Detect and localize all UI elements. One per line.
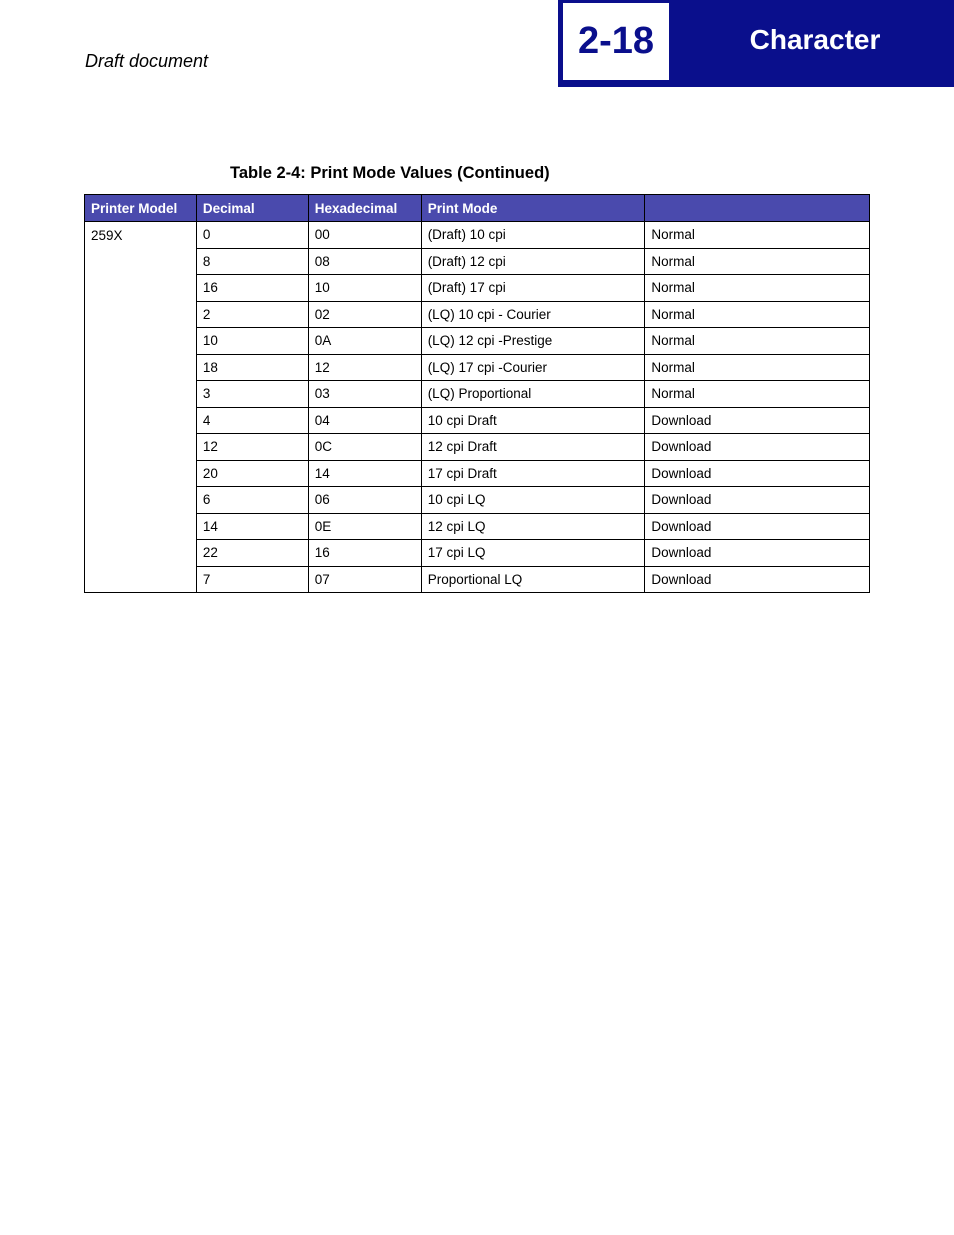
- table-body: [85, 222, 870, 593]
- table-row: [85, 540, 870, 567]
- column-header-hexadecimal: Hexadecimal: [308, 195, 421, 222]
- decimal-cell: 18: [196, 354, 308, 381]
- print-mode-cell: (LQ) Proportional: [421, 381, 645, 408]
- table-row: [85, 566, 870, 593]
- decimal-cell: 0: [196, 222, 308, 249]
- print-mode-cell: (Draft) 12 cpi: [421, 248, 645, 275]
- decimal-cell: 7: [196, 566, 308, 593]
- hexadecimal-cell: 04: [308, 407, 421, 434]
- column-header-decimal: Decimal: [196, 195, 308, 222]
- table-row: [85, 222, 870, 249]
- hexadecimal-cell: 00: [308, 222, 421, 249]
- hexadecimal-cell: 10: [308, 275, 421, 302]
- mode-type-cell: Download: [645, 434, 870, 461]
- print-mode-cell: 17 cpi Draft: [421, 460, 645, 487]
- mode-type-cell: Download: [645, 487, 870, 514]
- table-row: [85, 407, 870, 434]
- mode-type-cell: Download: [645, 460, 870, 487]
- table-row: [85, 381, 870, 408]
- mode-type-cell: Normal: [645, 354, 870, 381]
- decimal-cell: 6: [196, 487, 308, 514]
- decimal-cell: 12: [196, 434, 308, 461]
- page-number: 2-18: [563, 3, 669, 80]
- table-row: [85, 301, 870, 328]
- print-mode-cell: 17 cpi LQ: [421, 540, 645, 567]
- decimal-cell: 14: [196, 513, 308, 540]
- print-mode-cell: (LQ) 17 cpi -Courier: [421, 354, 645, 381]
- decimal-cell: 20: [196, 460, 308, 487]
- print-mode-cell: (Draft) 17 cpi: [421, 275, 645, 302]
- decimal-cell: 8: [196, 248, 308, 275]
- print-mode-cell: 12 cpi Draft: [421, 434, 645, 461]
- hexadecimal-cell: 08: [308, 248, 421, 275]
- table-row: [85, 354, 870, 381]
- hexadecimal-cell: 07: [308, 566, 421, 593]
- decimal-cell: 22: [196, 540, 308, 567]
- printer-model-cell: 259X: [85, 222, 197, 593]
- mode-type-cell: Download: [645, 407, 870, 434]
- decimal-cell: 10: [196, 328, 308, 355]
- mode-type-cell: Normal: [645, 301, 870, 328]
- decimal-cell: 3: [196, 381, 308, 408]
- mode-type-cell: Normal: [645, 328, 870, 355]
- hexadecimal-cell: 12: [308, 354, 421, 381]
- hexadecimal-cell: 06: [308, 487, 421, 514]
- table-row: [85, 275, 870, 302]
- mode-type-cell: Download: [645, 566, 870, 593]
- hexadecimal-cell: 0E: [308, 513, 421, 540]
- hexadecimal-cell: 0C: [308, 434, 421, 461]
- hexadecimal-cell: 14: [308, 460, 421, 487]
- table-row: [85, 434, 870, 461]
- mode-type-cell: Normal: [645, 248, 870, 275]
- table-header-row: [85, 195, 870, 222]
- print-mode-cell: Proportional LQ: [421, 566, 645, 593]
- print-mode-cell: (LQ) 12 cpi -Prestige: [421, 328, 645, 355]
- column-header-printer-model: Printer Model: [85, 195, 197, 222]
- print-mode-cell: 10 cpi Draft: [421, 407, 645, 434]
- decimal-cell: 16: [196, 275, 308, 302]
- print-mode-cell: 10 cpi LQ: [421, 487, 645, 514]
- column-header-print-mode: Print Mode: [421, 195, 645, 222]
- print-mode-table: [84, 194, 870, 593]
- mode-type-cell: Normal: [645, 275, 870, 302]
- print-mode-cell: 12 cpi LQ: [421, 513, 645, 540]
- table-row: [85, 487, 870, 514]
- table-row: [85, 513, 870, 540]
- chapter-title: Character: [749, 24, 881, 55]
- mode-type-cell: Download: [645, 540, 870, 567]
- hexadecimal-cell: 16: [308, 540, 421, 567]
- print-mode-cell: (LQ) 10 cpi - Courier: [421, 301, 645, 328]
- column-header-mode-type: [645, 195, 870, 222]
- mode-type-cell: Normal: [645, 381, 870, 408]
- draft-document-label: Draft document: [85, 51, 209, 71]
- print-mode-cell: (Draft) 10 cpi: [421, 222, 645, 249]
- hexadecimal-cell: 0A: [308, 328, 421, 355]
- mode-type-cell: Normal: [645, 222, 870, 249]
- hexadecimal-cell: 03: [308, 381, 421, 408]
- table-row: [85, 328, 870, 355]
- decimal-cell: 2: [196, 301, 308, 328]
- hexadecimal-cell: 02: [308, 301, 421, 328]
- mode-type-cell: Download: [645, 513, 870, 540]
- table-row: [85, 248, 870, 275]
- table-row: [85, 460, 870, 487]
- decimal-cell: 4: [196, 407, 308, 434]
- table-caption: Table 2-4: Print Mode Values (Continued): [230, 164, 550, 182]
